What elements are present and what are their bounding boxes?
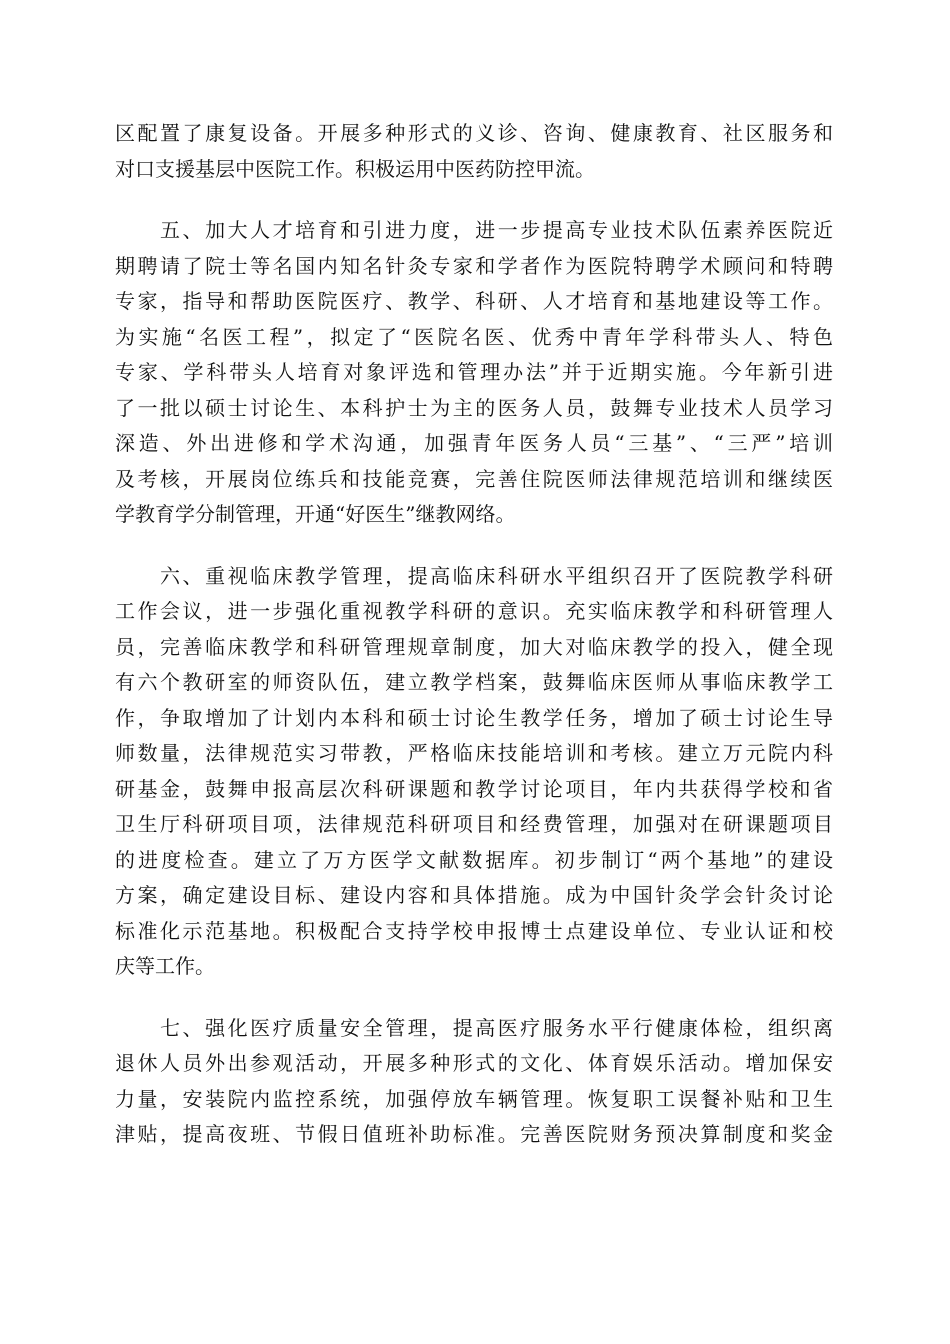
paragraph-rehab-continuation — [115, 116, 833, 187]
text-line: 退休人员外出参观活动，开展多种形式的文化、体育娱乐活动。增加保安 — [115, 1051, 833, 1075]
text-line: 六、重视临床教学管理，提高临床科研水平组织召开了医院教学科研 — [115, 563, 833, 588]
text-line: 及考核，开展岗位练兵和技能竞赛，完善住院医师法律规范培训和继续医 — [115, 466, 833, 491]
text-line: 工作会议，进一步强化重视教学科研的意识。充实临床教学和科研管理人 — [115, 599, 833, 623]
text-line: 了一批以硕士讨论生、本科护士为主的医务人员，鼓舞专业技术人员学习 — [115, 395, 833, 420]
text-line: 师数量，法律规范实习带教，严格临床技能培训和考核。建立万元院内科 — [115, 741, 833, 765]
text-line: 五、加大人才培育和引进力度，进一步提高专业技术队伍素养医院近 — [115, 218, 833, 242]
text-line: 庆等工作。 — [115, 954, 215, 978]
text-line: 的进度检查。建立了万方医学文献数据库。初步制订“两个基地”的建设 — [115, 847, 833, 872]
text-line: 研基金，鼓舞申报高层次科研课题和教学讨论项目，年内共获得学校和省 — [115, 776, 833, 801]
paragraph-section-six — [115, 559, 833, 985]
text-line: 专家，指导和帮助医院医疗、教学、科研、人才培育和基地建设等工作。 — [115, 289, 833, 313]
text-line: 方案，确定建设目标、建设内容和具体措施。成为中国针灸学会针灸讨论 — [115, 883, 833, 907]
paragraph-section-five — [115, 213, 833, 533]
text-line: 力量，安装院内监控系统，加强停放车辆管理。恢复职工误餐补贴和卫生 — [115, 1086, 833, 1111]
text-line: 专家、学科带头人培育对象评选和管理办法”并于近期实施。今年新引进 — [115, 360, 833, 384]
text-line: 员，完善临床教学和科研管理规章制度，加大对临床教学的投入，健全现 — [115, 634, 833, 659]
text-line: 期聘请了院士等名国内知名针灸专家和学者作为医院特聘学术顾问和特聘 — [115, 253, 833, 278]
text-line: 有六个教研室的师资队伍，建立教学档案，鼓舞临床医师从事临床教学工 — [115, 670, 833, 694]
paragraph-section-seven — [115, 1011, 833, 1153]
text-line: 为实施“名医工程”，拟定了“医院名医、优秀中青年学科带头人、特色 — [115, 324, 833, 349]
text-line: 标准化示范基地。积极配合支持学校申报博士点建设单位、专业认证和校 — [115, 918, 833, 943]
text-line: 学教育学分制管理，开通“好医生”继教网络。 — [115, 502, 516, 526]
text-line: 深造、外出进修和学术沟通，加强青年医务人员“三基”、“三严”培训 — [115, 431, 833, 455]
document-page — [115, 116, 833, 1179]
text-line: 区配置了康复设备。开展多种形式的义诊、咨询、健康教育、社区服务和 — [115, 121, 833, 145]
text-line: 津贴，提高夜班、节假日值班补助标准。完善医院财务预决算制度和奖金 — [115, 1122, 833, 1146]
text-line: 七、强化医疗质量安全管理，提高医疗服务水平行健康体检，组织离 — [115, 1015, 833, 1040]
text-line: 对口支援基层中医院工作。积极运用中医药防控甲流。 — [115, 156, 595, 181]
text-line: 作，争取增加了计划内本科和硕士讨论生教学任务，增加了硕士讨论生导 — [115, 705, 833, 730]
text-line: 卫生厅科研项目项，法律规范科研项目和经费管理，加强对在研课题项目 — [115, 812, 833, 836]
